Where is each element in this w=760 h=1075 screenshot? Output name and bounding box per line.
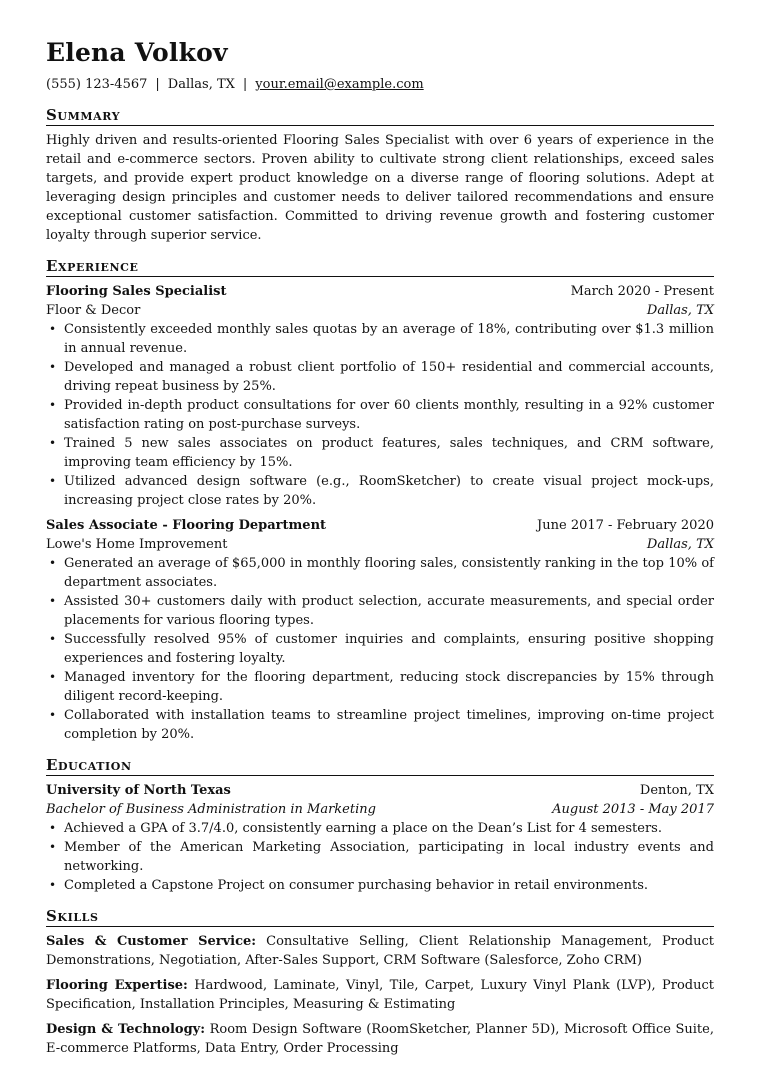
education-header: [46, 781, 714, 800]
candidate-name: Elena Volkov: [46, 38, 228, 67]
job-dates: June 2017 - February 2020: [537, 518, 714, 533]
job-location: Dallas, TX: [646, 303, 714, 318]
job-entry: [46, 282, 714, 510]
skill-label: Sales & Customer Service:: [46, 934, 257, 949]
job-bullets: [46, 554, 714, 744]
phone-number: (555) 123-4567: [46, 77, 148, 92]
education-dates: August 2013 - May 2017: [552, 802, 714, 817]
section-title-education: Education: [46, 756, 714, 776]
skill-text: Room Design Software (RoomSketcher, Planner 5D), Microsoft Office Suite, E-commerce Platforms, Data Entry, Order Processing: [46, 1022, 714, 1056]
school-name: University of North Texas: [46, 783, 231, 798]
education-entry: [46, 781, 714, 895]
company-name: Lowe's Home Improvement: [46, 537, 228, 552]
job-header: [46, 282, 714, 301]
bullet-item: • Completed a Capstone Project on consumer purchasing behavior in retail environments.: [46, 876, 714, 895]
education-bullets: [46, 819, 714, 895]
job-location: Dallas, TX: [646, 537, 714, 552]
bullet-item: • Generated an average of $65,000 in monthly flooring sales, consistently ranking in the top 10% of department associates.: [46, 554, 714, 592]
contact-line: [46, 76, 714, 94]
job-title: Sales Associate - Flooring Department: [46, 518, 327, 533]
job-title: Flooring Sales Specialist: [46, 284, 227, 299]
bullet-item: • Consistently exceeded monthly sales quotas by an average of 18%, contributing over $1.3 million in annual revenue.: [46, 320, 714, 358]
section-title-summary: Summary: [46, 106, 714, 126]
bullet-item: • Utilized advanced design software (e.g., RoomSketcher) to create visual project mock-ups, increasing project close rates by 20%.: [46, 472, 714, 510]
bullet-item: • Provided in-depth product consultations for over 60 clients monthly, resulting in a 92% customer satisfaction rating on post-purchase surveys.: [46, 396, 714, 434]
job-subheader: [46, 535, 714, 554]
education-subheader: [46, 800, 714, 819]
bullet-item: • Developed and managed a robust client portfolio of 150+ residential and commercial accounts, driving repeat business by 25%.: [46, 358, 714, 396]
summary-text: Highly driven and results-oriented Flooring Sales Specialist with over 6 years of experience in the retail and e-commerce sectors. Proven ability to cultivate strong client relationships, exceed sales targets, and provide expert product knowledge on a diverse range of flooring solutions. Adept at leveraging design principles and customer needs to deliver tailored recommendations and ensure exceptional customer satisfaction. Committed to driving revenue growth and fostering customer loyalty through superior service.: [46, 133, 714, 243]
skill-text: Hardwood, Laminate, Vinyl, Tile, Carpet, Luxury Vinyl Plank (LVP), Product Specification, Installation Principles, Measuring & Estimating: [46, 978, 714, 1012]
separator: |: [242, 77, 248, 92]
skill-label: Design & Technology:: [46, 1022, 206, 1037]
degree: Bachelor of Business Administration in Marketing: [46, 802, 376, 817]
bullet-item: • Trained 5 new sales associates on product features, sales techniques, and CRM software, improving team efficiency by 15%.: [46, 434, 714, 472]
skill-group: [46, 976, 714, 1014]
skill-text: Consultative Selling, Client Relationship Management, Product Demonstrations, Negotiation, After-Sales Support, CRM Software (Salesforce, Zoho CRM): [46, 934, 714, 968]
school-location: Denton, TX: [639, 783, 714, 798]
bullet-item: • Achieved a GPA of 3.7/4.0, consistently earning a place on the Dean’s List for 4 semesters.: [46, 819, 714, 838]
job-header: [46, 516, 714, 535]
bullet-item: • Member of the American Marketing Association, participating in local industry events and networking.: [46, 838, 714, 876]
section-title-experience: Experience: [46, 257, 714, 277]
bullet-item: • Assisted 30+ customers daily with product selection, accurate measurements, and special order placements for various flooring types.: [46, 592, 714, 630]
job-subheader: [46, 301, 714, 320]
bullet-item: • Managed inventory for the flooring department, reducing stock discrepancies by 15% through diligent record-keeping.: [46, 668, 714, 706]
skill-group: [46, 932, 714, 970]
separator: |: [155, 77, 160, 92]
section-title-skills: Skills: [46, 907, 714, 927]
skill-label: Flooring Expertise:: [46, 978, 188, 993]
bullet-item: • Successfully resolved 95% of customer inquiries and complaints, ensuring positive shopping experiences and fostering loyalty.: [46, 630, 714, 668]
company-name: Floor & Decor: [46, 303, 141, 318]
location: Dallas, TX: [167, 77, 235, 92]
job-entry: [46, 516, 714, 744]
email-link[interactable]: your.email@example.com: [255, 77, 424, 92]
job-dates: March 2020 - Present: [570, 284, 714, 299]
bullet-item: • Collaborated with installation teams to streamline project timelines, improving on-time project completion by 20%.: [46, 706, 714, 744]
skill-group: [46, 1020, 714, 1058]
job-bullets: [46, 320, 714, 510]
